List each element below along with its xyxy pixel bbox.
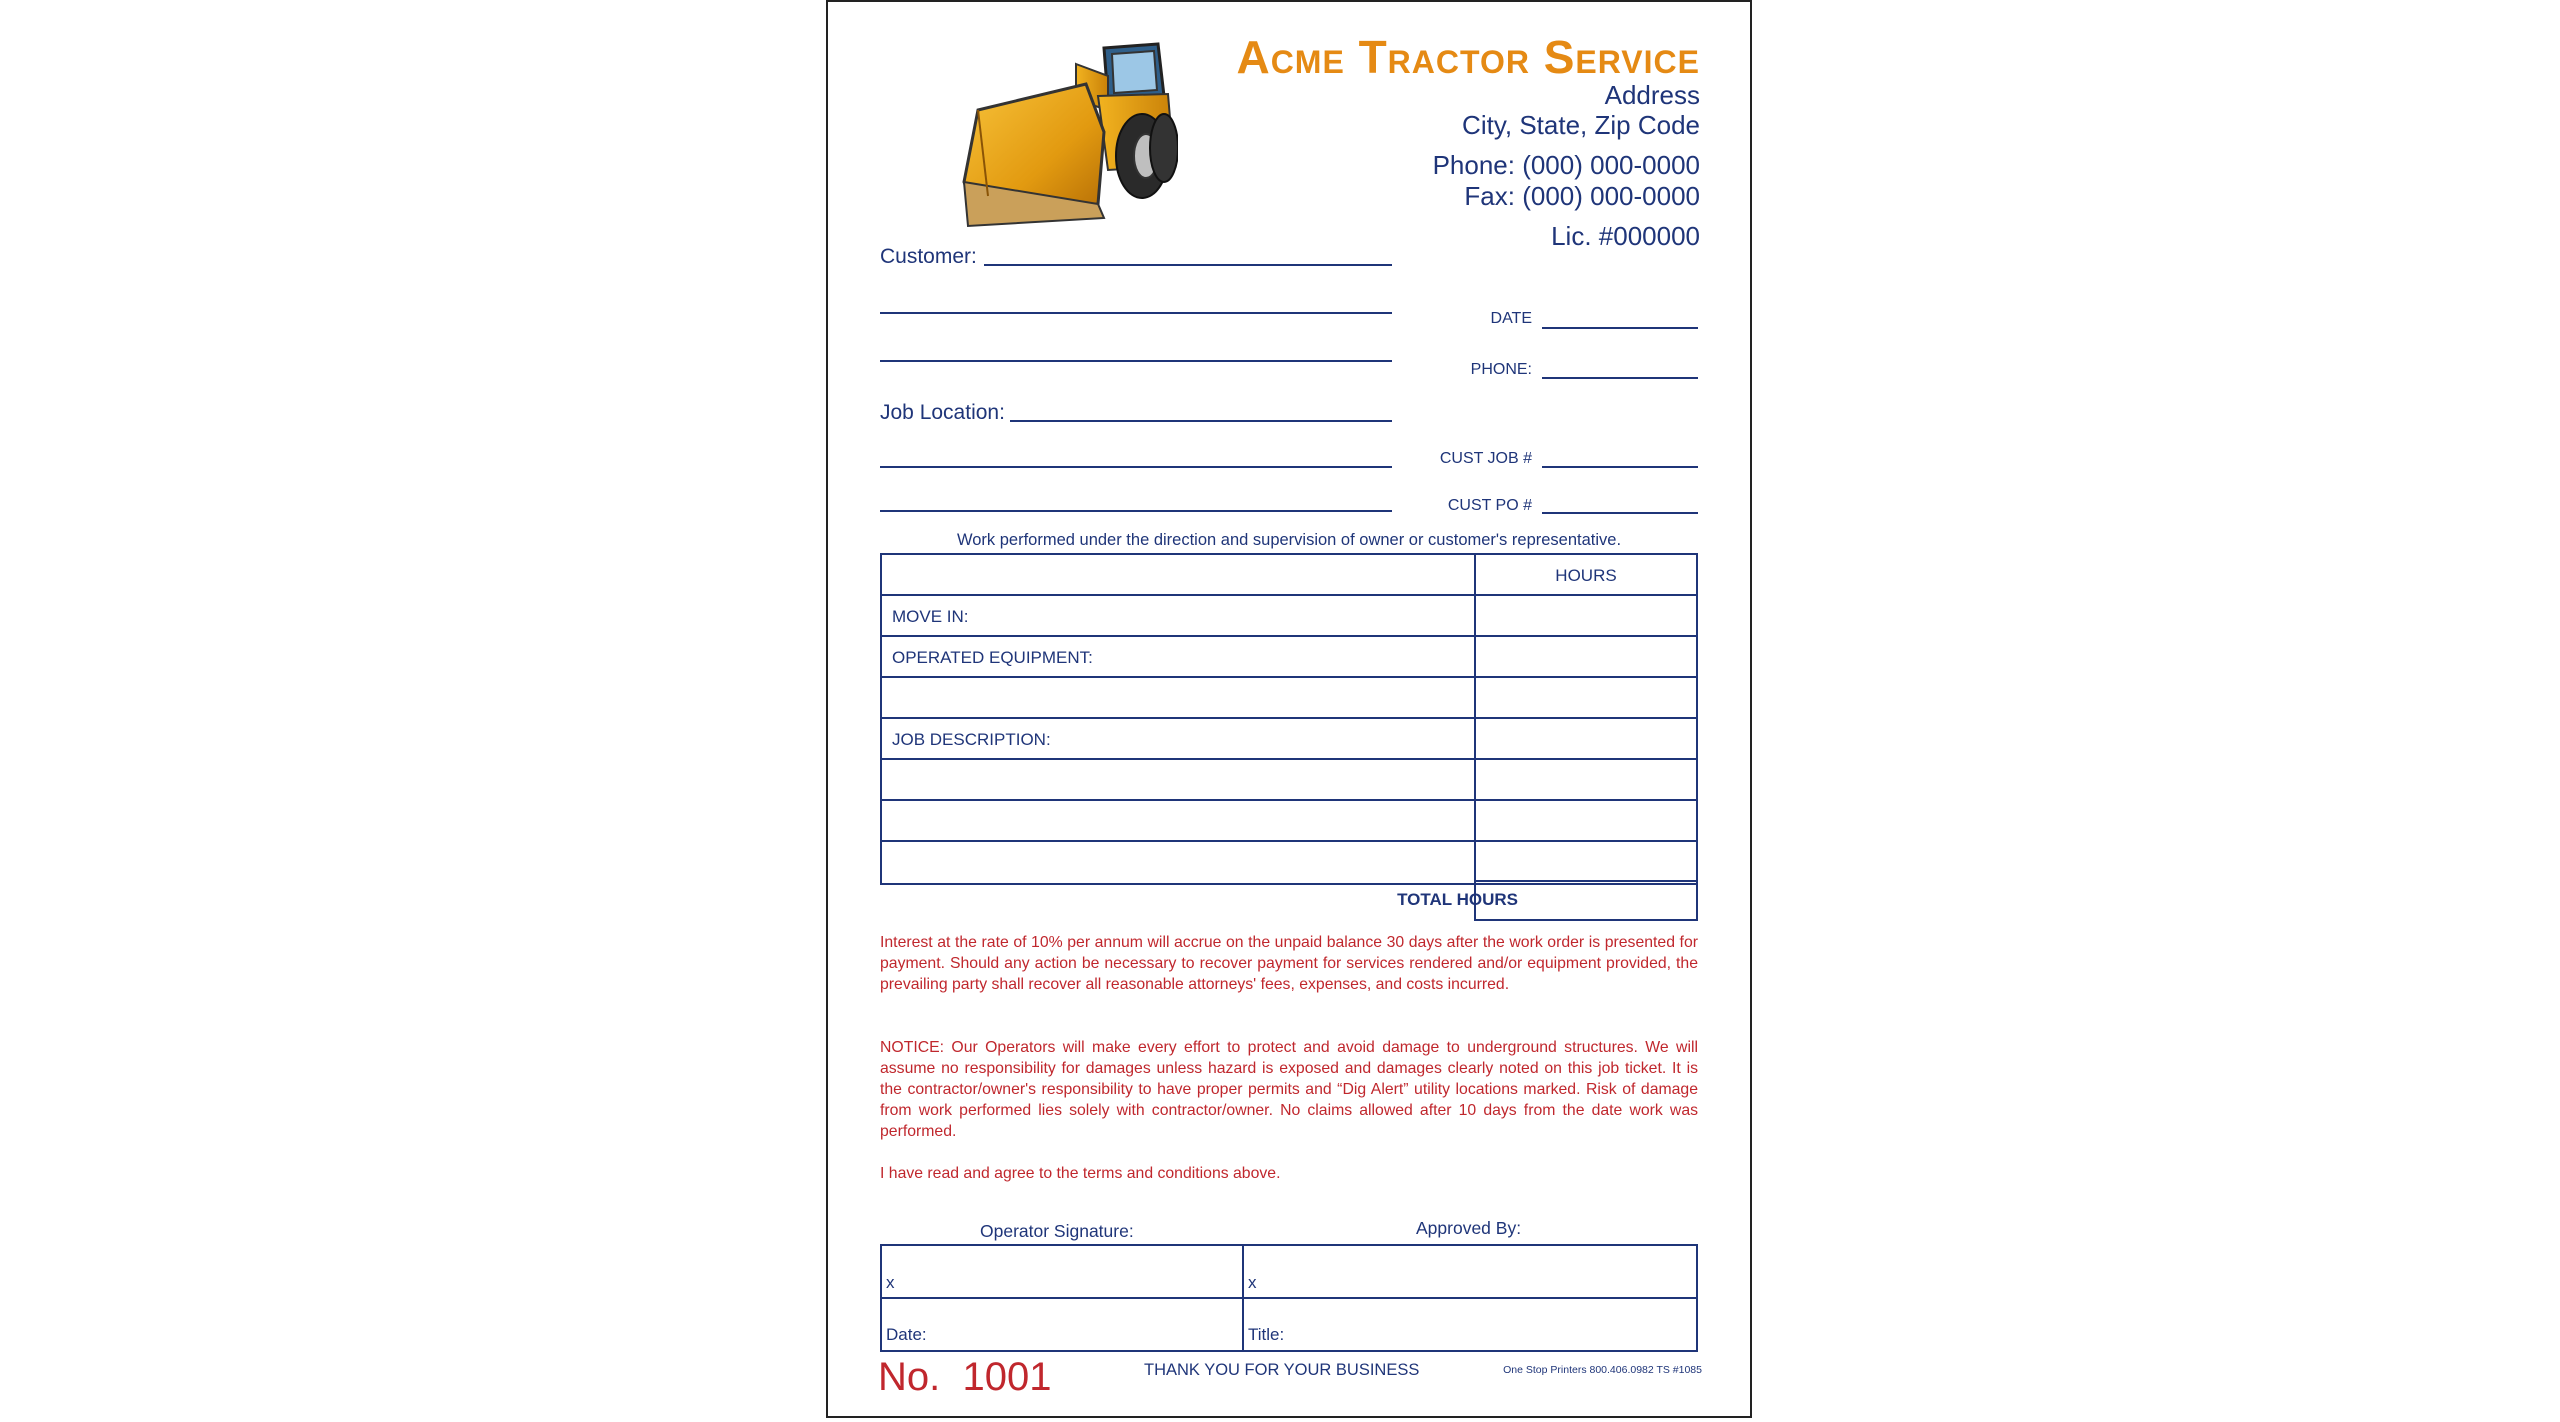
- table-row-label[interactable]: [882, 678, 1476, 717]
- table-row-label[interactable]: [882, 760, 1476, 799]
- company-license: Lic. #000000: [1551, 221, 1700, 251]
- move-in-hours-cell[interactable]: [1476, 596, 1696, 635]
- cust-po-field[interactable]: [1542, 512, 1698, 514]
- table-row: [882, 555, 1696, 596]
- approved-by-field[interactable]: x: [1248, 1273, 1257, 1292]
- date-label: DATE: [1490, 310, 1532, 327]
- table-row-label[interactable]: [882, 801, 1476, 840]
- cust-job-field[interactable]: [1542, 466, 1698, 468]
- hours-cell[interactable]: [1476, 801, 1696, 840]
- hours-header: HOURS: [1555, 566, 1617, 585]
- table-row: [882, 760, 1696, 801]
- customer-field[interactable]: [984, 264, 1392, 266]
- job-location-field[interactable]: [1010, 420, 1392, 422]
- table-row: [882, 801, 1696, 842]
- cust-job-label: CUST JOB #: [1439, 450, 1532, 467]
- table-row: [882, 637, 1696, 678]
- cust-po-label: CUST PO #: [1447, 497, 1532, 514]
- hours-cell[interactable]: [1476, 842, 1696, 883]
- company-name: Acme Tractor Service: [1236, 31, 1700, 83]
- total-hours-label: TOTAL HOURS: [1397, 890, 1518, 909]
- printer-credit: One Stop Printers 800.406.0982 TS #1085: [1503, 1364, 1702, 1376]
- interest-terms: Interest at the rate of 10% per annum will accrue on the unpaid balance 30 days after the work order is presented for payment. Should any action be necessary to recover payment for services rendered and/or equipment provided, the prevailing party shall recover all reasonable attorneys' fees, expenses, and costs incurred.: [880, 934, 1698, 993]
- work-order-form: [826, 0, 1752, 1418]
- company-phone: Phone: (000) 000-0000: [1432, 150, 1700, 180]
- signature-title-field[interactable]: Title:: [1248, 1325, 1285, 1344]
- table-row: [882, 719, 1696, 760]
- agreement-text: I have read and agree to the terms and conditions above.: [880, 1165, 1281, 1182]
- supervision-note: Work performed under the direction and supervision of owner or customer's representative.: [956, 531, 1622, 549]
- operator-signature-field[interactable]: x: [886, 1273, 895, 1292]
- signature-table: [880, 1244, 1698, 1352]
- hours-table: [880, 553, 1698, 885]
- form-number-value: 1001: [962, 1355, 1052, 1399]
- customer-field-line-2[interactable]: [880, 312, 1392, 314]
- form-number-prefix: No.: [878, 1355, 941, 1399]
- job-location-label: Job Location:: [880, 401, 1005, 424]
- operated-equipment-row-label[interactable]: OPERATED EQUIPMENT:: [882, 637, 1476, 676]
- form-number: [878, 1355, 1051, 1400]
- table-row-label[interactable]: [882, 555, 1476, 594]
- notice-terms: NOTICE: Our Operators will make every effort to protect and avoid damage to underground structures. We will assume no responsibility for damages unless hazard is exposed and damages clearly noted on this job ticket. It is the contractor/owner's responsibility to have proper permits and “Dig Alert” utility locations marked. Risk of damage from work performed lies solely with contractor/owner. No claims allowed after 10 days from the date work was performed.: [880, 1039, 1698, 1140]
- job-description-row-label[interactable]: JOB DESCRIPTION:: [882, 719, 1476, 758]
- total-hours-field[interactable]: [1474, 880, 1698, 921]
- job-description-hours-cell[interactable]: [1476, 719, 1696, 758]
- wheel-loader-icon: [958, 36, 1178, 246]
- company-address: Address: [1604, 80, 1700, 110]
- thank-you-message: THANK YOU FOR YOUR BUSINESS: [1144, 1361, 1420, 1379]
- signature-date-field[interactable]: Date:: [886, 1325, 927, 1344]
- move-in-row-label[interactable]: MOVE IN:: [882, 596, 1476, 635]
- table-row: [882, 596, 1696, 637]
- job-location-field-line-2[interactable]: [880, 466, 1392, 468]
- phone-label: PHONE:: [1470, 361, 1532, 378]
- approved-by-label: Approved By:: [1416, 1218, 1522, 1238]
- operated-equipment-hours-cell[interactable]: [1476, 637, 1696, 676]
- customer-label: Customer:: [880, 245, 977, 268]
- operator-signature-label: Operator Signature:: [980, 1221, 1134, 1241]
- table-row-label[interactable]: [882, 842, 1476, 883]
- company-city-state-zip: City, State, Zip Code: [1462, 110, 1700, 140]
- date-field[interactable]: [1542, 327, 1698, 329]
- job-location-field-line-3[interactable]: [880, 510, 1392, 512]
- company-fax: Fax: (000) 000-0000: [1464, 181, 1700, 211]
- table-row: [882, 678, 1696, 719]
- hours-cell[interactable]: [1476, 678, 1696, 717]
- hours-cell[interactable]: [1476, 760, 1696, 799]
- phone-field[interactable]: [1542, 377, 1698, 379]
- table-row: [882, 842, 1696, 883]
- customer-field-line-3[interactable]: [880, 360, 1392, 362]
